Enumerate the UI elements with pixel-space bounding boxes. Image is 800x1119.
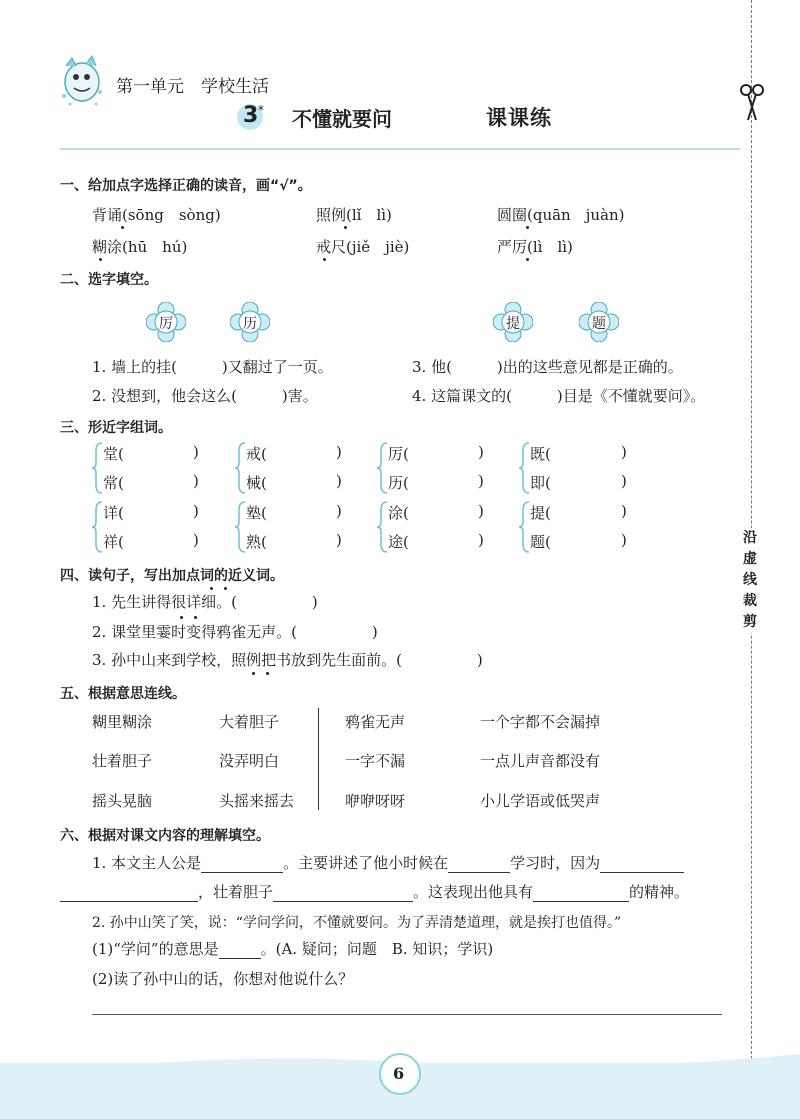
close-paren: ) <box>193 472 199 490</box>
match-item-left: 糊里糊涂 <box>92 713 153 731</box>
choice-char: 厉 <box>159 316 173 332</box>
cut-instruction: 沿虚线裁剪 <box>743 528 759 633</box>
brace-icon <box>234 500 246 554</box>
close-paren: ) <box>336 472 342 490</box>
match-item-right: 咿咿呀呀 <box>345 792 406 810</box>
close-paren: ) <box>193 531 199 549</box>
answer-blank[interactable] <box>448 856 510 873</box>
close-paren: ) <box>621 443 627 461</box>
answer-blank[interactable] <box>533 885 629 902</box>
s6-question-2: 2. 孙中山笑了笑，说：“学问学问，不懂就要问。为了弄清楚道理，就是挨打也值得。” <box>92 915 622 931</box>
match-meaning-left: 头摇来摇去 <box>219 792 295 810</box>
s4-question-1: 1. 先生讲得很详细。( ) <box>92 593 318 611</box>
close-paren: ) <box>336 502 342 520</box>
section6-title: 六、根据对课文内容的理解填空。 <box>60 828 270 844</box>
match-meaning-left: 没弄明白 <box>219 752 280 770</box>
word-item: 祥( <box>103 533 124 551</box>
s1-item-3: 圆圈(quān juàn) <box>497 206 625 224</box>
close-paren: ) <box>336 443 342 461</box>
word-item: 厉( <box>388 445 409 463</box>
s2-question-2: 2. 没想到，他会这么( )害。 <box>92 387 318 405</box>
page-number: 6 <box>393 1064 405 1083</box>
close-paren: ) <box>193 502 199 520</box>
close-paren: ) <box>478 502 484 520</box>
section2-title: 二、选字填空。 <box>60 272 158 288</box>
practice-label: 课课练 <box>486 106 552 130</box>
emphasis-dot <box>180 616 183 619</box>
brace-icon <box>91 441 103 495</box>
word-item: 历( <box>388 474 409 492</box>
lesson-title: 不懂就要问 <box>292 107 392 131</box>
s6-question-2-2: (2)读了孙中山的话，你想对他说什么？ <box>92 970 354 988</box>
s6-text: 。这表现出他具有 <box>413 883 534 901</box>
close-paren: ) <box>621 502 627 520</box>
s1-item-6: 严厉(lì lì) <box>497 238 573 256</box>
emphasis-dot <box>121 226 124 229</box>
emphasis-dot <box>224 587 227 590</box>
section4-title: 四、读句子，写出加点词的近义词。 <box>60 568 284 584</box>
emphasis-dot <box>526 258 529 261</box>
match-meaning-right: 小儿学语或低哭声 <box>480 792 601 810</box>
s6-text: 1. 本文主人公是 <box>92 854 202 872</box>
match-meaning-right: 一点儿声音都没有 <box>480 752 601 770</box>
s1-item-1: 背诵(sōng sòng) <box>92 206 221 224</box>
s6-question-1-line1 <box>92 852 684 873</box>
match-meaning-right: 一个字都不会漏掉 <box>480 713 601 731</box>
word-item: 途( <box>388 533 409 551</box>
s4-question-2: 2. 课堂里霎时变得鸦雀无声。( ) <box>92 623 378 641</box>
word-item: 提( <box>530 504 551 522</box>
section3-title: 三、形近字组词。 <box>60 420 172 436</box>
s1-item-2: 照例(lǐ lì) <box>316 206 392 224</box>
word-item: 详( <box>103 504 124 522</box>
s6-question-1-line2 <box>60 881 689 902</box>
choice-char: 历 <box>243 316 257 332</box>
s2-question-1: 1. 墙上的挂( )又翻过了一页。 <box>92 358 333 376</box>
choice-char: 题 <box>592 316 606 332</box>
s1-item-4: 糊涂(hū hú) <box>92 238 188 256</box>
answer-blank[interactable] <box>273 885 413 902</box>
section1-title: 一、给加点字选择正确的读音，画“√”。 <box>60 178 312 194</box>
answer-line[interactable] <box>92 1014 722 1015</box>
word-item: 既( <box>530 445 551 463</box>
brace-icon <box>376 441 388 495</box>
s6-text: ，壮着胆子 <box>198 883 274 901</box>
word-item: 械( <box>246 474 267 492</box>
mascot-illustration <box>56 52 106 110</box>
emphasis-dot <box>194 616 197 619</box>
s6-text: 。主要讲述了他小时候在 <box>283 854 449 872</box>
match-meaning-left: 大着胆子 <box>219 713 280 731</box>
s6-text: 学习时，因为 <box>510 854 601 872</box>
close-paren: ) <box>621 531 627 549</box>
close-paren: ) <box>621 472 627 490</box>
section5-title: 五、根据意思连线。 <box>60 686 186 702</box>
s6-text: (1)“学问”的意思是 <box>92 940 219 958</box>
scissors-icon <box>737 82 767 122</box>
close-paren: ) <box>193 443 199 461</box>
brace-icon <box>518 500 530 554</box>
brace-icon <box>234 441 246 495</box>
word-item: 堂( <box>103 445 124 463</box>
answer-blank[interactable] <box>219 942 261 959</box>
answer-blank[interactable] <box>600 856 684 873</box>
unit-title: 第一单元 学校生活 <box>116 77 269 97</box>
brace-icon <box>376 500 388 554</box>
match-item-right: 鸦雀无声 <box>345 713 406 731</box>
answer-blank[interactable] <box>60 885 198 902</box>
answer-blank[interactable] <box>201 856 283 873</box>
emphasis-dot <box>266 672 269 675</box>
s1-item-5: 戒尺(jiě jiè) <box>316 238 410 256</box>
s6-text: 的精神。 <box>629 883 690 901</box>
close-paren: ) <box>478 472 484 490</box>
word-item: 涂( <box>388 504 409 522</box>
match-item-right: 一字不漏 <box>345 752 406 770</box>
emphasis-dot <box>252 672 255 675</box>
close-paren: ) <box>478 443 484 461</box>
emphasis-dot <box>210 587 213 590</box>
match-divider <box>318 708 319 810</box>
close-paren: ) <box>478 531 484 549</box>
brace-icon <box>91 500 103 554</box>
word-item: 戒( <box>246 445 267 463</box>
brace-icon <box>518 441 530 495</box>
lesson-mark: * <box>258 103 264 117</box>
match-item-left: 摇头晃脑 <box>92 792 153 810</box>
word-item: 塾( <box>246 504 267 522</box>
header-divider <box>60 144 740 154</box>
emphasis-dot <box>99 258 102 261</box>
choice-char: 提 <box>506 316 520 332</box>
word-item: 常( <box>103 474 124 492</box>
lesson-number: 3 <box>243 103 259 128</box>
s6-text: 。(A. 疑问；问题 B. 知识；学识) <box>260 940 494 958</box>
close-paren: ) <box>336 531 342 549</box>
emphasis-dot <box>344 226 347 229</box>
word-item: 题( <box>530 533 551 551</box>
s2-question-3: 3. 他( )出的这些意见都是正确的。 <box>412 358 683 376</box>
match-item-left: 壮着胆子 <box>92 752 153 770</box>
s6-question-2-1 <box>92 938 493 959</box>
emphasis-dot <box>526 226 529 229</box>
emphasis-dot <box>323 258 326 261</box>
s4-question-3: 3. 孙中山来到学校，照例把书放到先生面前。( ) <box>92 651 483 669</box>
word-item: 熟( <box>246 533 267 551</box>
word-item: 即( <box>530 474 551 492</box>
s2-question-4: 4. 这篇课文的( )目是《不懂就要问》。 <box>412 387 706 405</box>
